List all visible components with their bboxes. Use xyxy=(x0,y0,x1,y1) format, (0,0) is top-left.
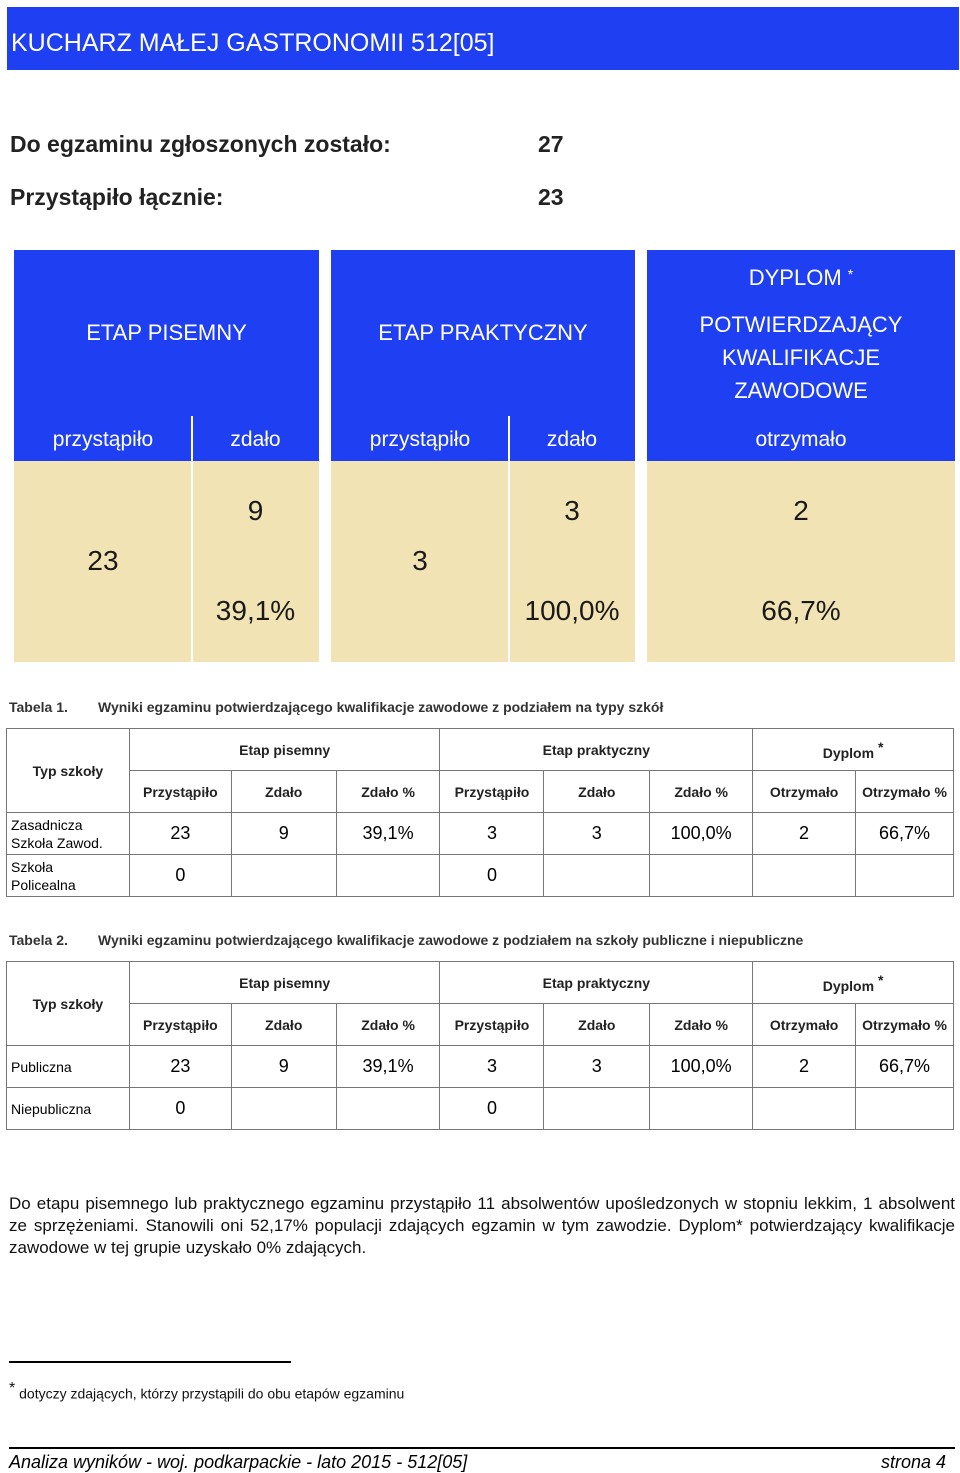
practical-values xyxy=(331,461,635,662)
table-cell: 3 xyxy=(544,1046,650,1088)
table-cell: 2 xyxy=(753,813,856,855)
table-cell: 100,0% xyxy=(650,813,753,855)
table2-col: Zdało % xyxy=(336,1004,440,1046)
practical-took-value: 3 xyxy=(412,545,428,576)
document-title: KUCHARZ MAŁEJ GASTRONOMII 512[05] xyxy=(7,7,959,70)
results-panel xyxy=(0,250,960,662)
table2-col: Zdało xyxy=(231,1004,336,1046)
table2-col: Zdało % xyxy=(650,1004,753,1046)
table1-col: Przystąpiło xyxy=(129,771,231,813)
table-cell xyxy=(336,855,440,897)
footer-page-number: strona 4 xyxy=(880,1452,946,1472)
table-cell xyxy=(336,1088,440,1130)
table-cell: 9 xyxy=(231,1046,336,1088)
table-cell xyxy=(650,1088,753,1130)
table1-col: Zdało xyxy=(544,771,650,813)
table1-diploma-asterisk: * xyxy=(877,738,884,755)
table2-col: Zdało xyxy=(544,1004,650,1046)
table2-group-diploma xyxy=(753,962,954,1004)
diploma-received-pct: 66,7% xyxy=(761,595,841,626)
table-cell xyxy=(650,855,753,897)
written-passed-value: 9 xyxy=(247,495,264,526)
written-took-label: przystąpiło xyxy=(52,428,154,451)
table2-group-written: Etap pisemny xyxy=(129,962,440,1004)
table-cell: 39,1% xyxy=(336,1046,440,1088)
table1-col: Zdało xyxy=(231,771,336,813)
table2-col: Otrzymało xyxy=(753,1004,856,1046)
practical-header-divider xyxy=(508,416,510,461)
table1-col: Przystąpiło xyxy=(440,771,544,813)
diploma-received-value: 2 xyxy=(793,495,809,526)
table1-type-header: Typ szkoły xyxy=(7,729,130,813)
row-type-line1: Zasadnicza xyxy=(11,816,83,833)
table-cell: 0 xyxy=(129,855,231,897)
diploma-title-main: DYPLOM xyxy=(748,265,842,290)
diploma-asterisk: * xyxy=(847,266,854,282)
written-header-divider xyxy=(191,416,193,461)
table-cell: 9 xyxy=(231,813,336,855)
table-row xyxy=(7,855,954,897)
table-cell: 2 xyxy=(753,1046,856,1088)
row-type-line1: Szkoła xyxy=(11,858,54,875)
table1-row-type xyxy=(7,855,130,897)
table-cell: 3 xyxy=(440,1046,544,1088)
table2-type-header: Typ szkoły xyxy=(7,962,130,1046)
written-took-value: 23 xyxy=(87,545,119,576)
table2 xyxy=(6,961,954,1130)
table2-caption xyxy=(9,932,804,948)
table-cell: 100,0% xyxy=(650,1046,753,1088)
table1-col: Otrzymało xyxy=(753,771,856,813)
table1-col: Otrzymało % xyxy=(856,771,954,813)
attended-value: 23 xyxy=(538,184,564,210)
table2-col: Przystąpiło xyxy=(440,1004,544,1046)
table1-group-diploma xyxy=(753,729,954,771)
practical-passed-label: zdało xyxy=(546,428,598,451)
table1-col: Zdało % xyxy=(650,771,753,813)
diploma-header xyxy=(647,250,955,461)
diploma-title-line3: ZAWODOWE xyxy=(734,378,868,403)
footnote-separator xyxy=(9,1361,291,1363)
practical-passed-pct: 100,0% xyxy=(524,595,620,626)
row-type-line2: Policealna xyxy=(11,876,76,893)
table1 xyxy=(6,728,954,897)
practical-passed-value: 3 xyxy=(564,495,580,526)
table-cell: 66,7% xyxy=(856,813,954,855)
written-values-divider xyxy=(191,461,193,662)
table2-diploma-asterisk: * xyxy=(877,971,884,988)
table-cell xyxy=(856,1088,954,1130)
table-cell: 66,7% xyxy=(856,1046,954,1088)
table2-col: Przystąpiło xyxy=(129,1004,231,1046)
table2-col: Otrzymało % xyxy=(856,1004,954,1046)
table-row xyxy=(7,1046,954,1088)
table1-label: Tabela 1. xyxy=(9,699,68,715)
table-cell xyxy=(753,1088,856,1130)
table-cell: 3 xyxy=(544,813,650,855)
written-header xyxy=(14,250,319,461)
registered-value: 27 xyxy=(538,131,564,157)
table1-description: Wyniki egzaminu potwierdzającego kwalifikacje zawodowe z podziałem na typy szkół xyxy=(98,699,664,715)
row-type-line2: Szkoła Zawod. xyxy=(11,834,103,851)
table-cell xyxy=(753,855,856,897)
written-passed-label: zdało xyxy=(230,428,281,451)
table2-diploma-label: Dyplom xyxy=(822,977,875,994)
diploma-title xyxy=(647,265,955,291)
footer-analysis: Analiza wyników - woj. podkarpackie - lato 2015 - 512[05] xyxy=(9,1452,468,1472)
diploma-title-line2: KWALIFIKACJE xyxy=(721,345,881,370)
registered-count-row xyxy=(10,131,564,158)
registered-label: Do egzaminu zgłoszonych zostało: xyxy=(10,131,391,157)
table2-label: Tabela 2. xyxy=(9,932,68,948)
table1-col: Zdało % xyxy=(336,771,440,813)
footnote xyxy=(9,1380,404,1402)
table-cell xyxy=(231,1088,336,1130)
table2-description: Wyniki egzaminu potwierdzającego kwalifikacje zawodowe z podziałem na szkoły publiczne i niepubliczne xyxy=(98,932,804,948)
table1-group-written: Etap pisemny xyxy=(129,729,440,771)
table1-caption xyxy=(9,699,664,715)
table-cell xyxy=(231,855,336,897)
practical-title: ETAP PRAKTYCZNY xyxy=(378,320,588,345)
diploma-values xyxy=(647,461,955,662)
attended-label: Przystąpiło łącznie: xyxy=(10,184,224,210)
table-cell xyxy=(544,1088,650,1130)
table-cell: 0 xyxy=(129,1088,231,1130)
table1-diploma-label: Dyplom xyxy=(822,744,875,761)
table2-group-practical: Etap praktyczny xyxy=(440,962,753,1004)
note-paragraph: Do etapu pisemnego lub praktycznego egzaminu przystąpiło 11 absolwentów upośledzonych w stopniu lekkim, 1 absolwent ze sprzężeniami. Stanowili oni 52,17% populacji zdających egzamin w tym zawodzie. Dyplom* potwierdzający kwalifikacje zawodowe w tej grupie uzyskało 0% zdających. xyxy=(9,1194,955,1257)
practical-took-label: przystąpiło xyxy=(369,428,471,451)
table-row xyxy=(7,813,954,855)
table-cell: 0 xyxy=(440,1088,544,1130)
table1-row-type xyxy=(7,813,130,855)
table-cell xyxy=(544,855,650,897)
table-cell: 0 xyxy=(440,855,544,897)
table1-group-practical: Etap praktyczny xyxy=(440,729,753,771)
table-cell: 3 xyxy=(440,813,544,855)
footnote-mark: * xyxy=(9,1380,16,1397)
written-title: ETAP PISEMNY xyxy=(86,320,247,345)
table-cell: 23 xyxy=(129,813,231,855)
footer-separator xyxy=(9,1447,955,1449)
attended-count-row xyxy=(10,184,564,211)
table2-row-type: Publiczna xyxy=(7,1046,130,1088)
practical-header xyxy=(331,250,635,461)
written-passed-pct: 39,1% xyxy=(215,595,296,626)
table-row xyxy=(7,1088,954,1130)
written-values xyxy=(14,461,319,662)
diploma-received-label: otrzymało xyxy=(755,428,847,451)
diploma-title-line1: POTWIERDZAJĄCY xyxy=(699,312,903,337)
table2-row-type: Niepubliczna xyxy=(7,1088,130,1130)
table-cell: 39,1% xyxy=(336,813,440,855)
table-cell: 23 xyxy=(129,1046,231,1088)
practical-values-divider xyxy=(508,461,510,662)
table-cell xyxy=(856,855,954,897)
footnote-text: dotyczy zdających, którzy przystąpili do obu etapów egzaminu xyxy=(19,1385,405,1402)
